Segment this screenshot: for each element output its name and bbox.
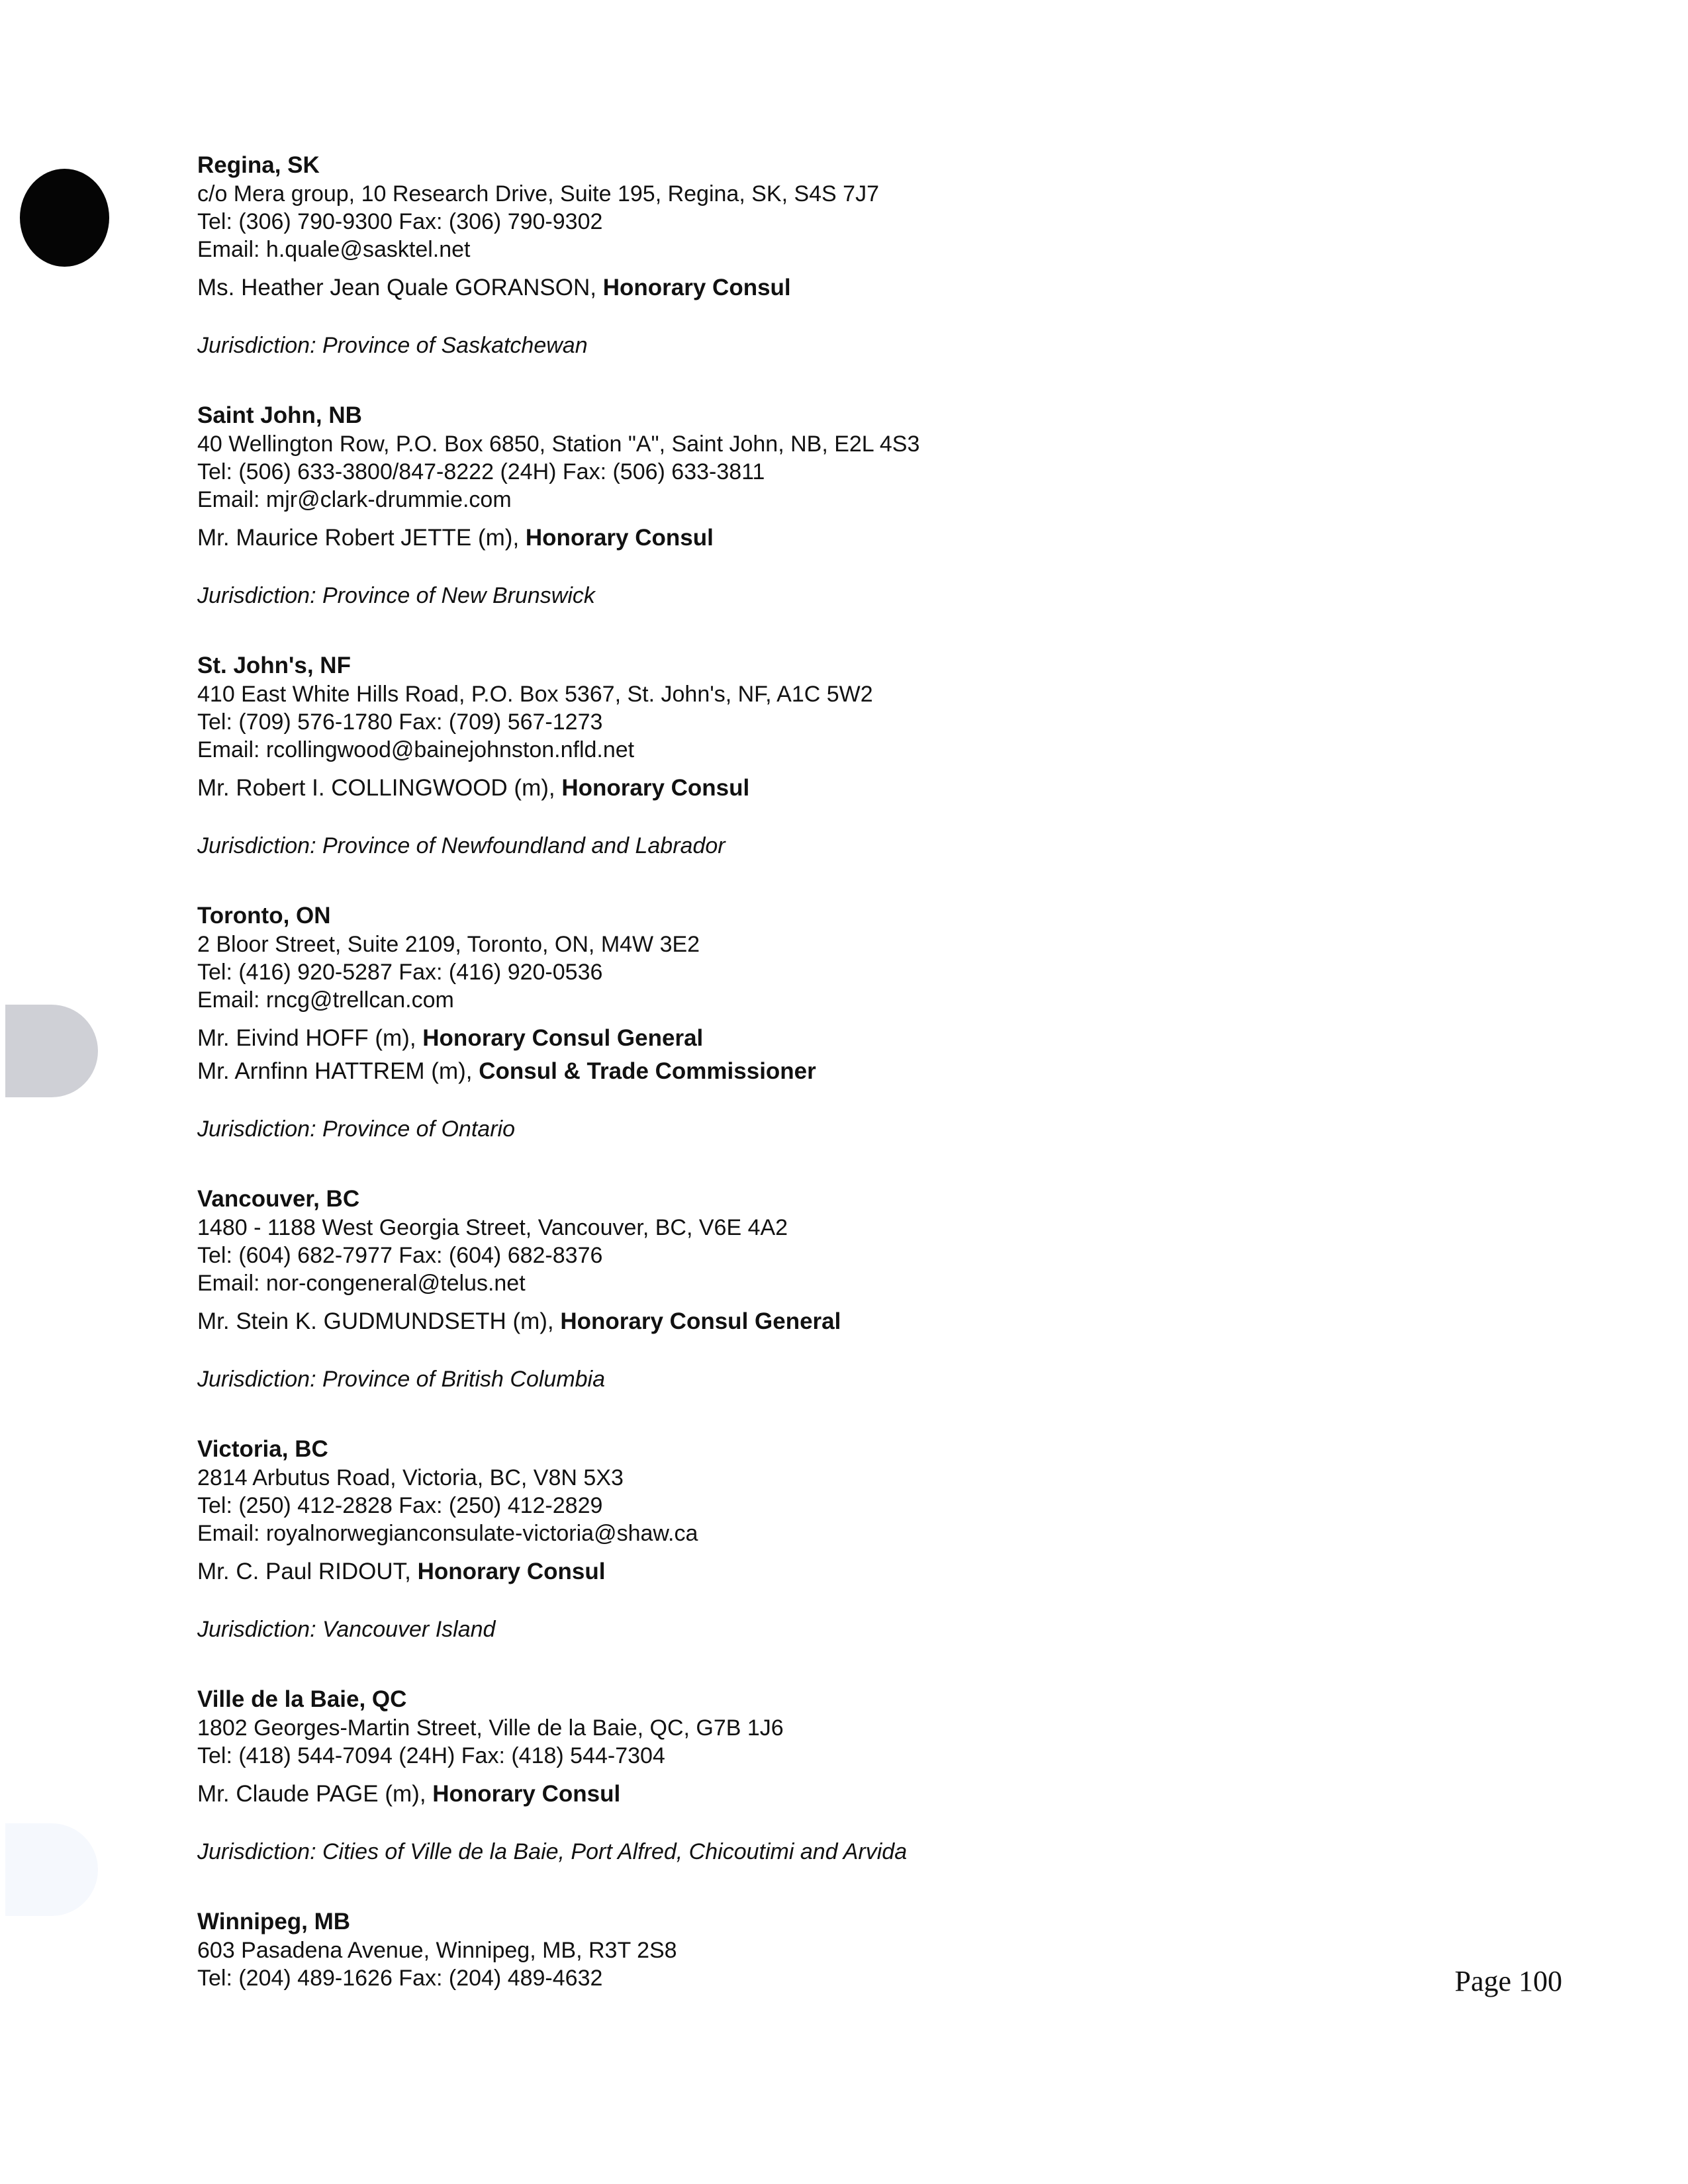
phone-fax: Tel: (204) 489-1626 Fax: (204) 489-4632 [197,1966,603,1991]
consul-name: Mr. C. Paul RIDOUT, [197,1559,418,1584]
consul-name: Mr. Robert I. COLLINGWOOD (m), [197,775,562,801]
address: 2814 Arbutus Road, Victoria, BC, V8N 5X3 [197,1465,624,1490]
jurisdiction: Jurisdiction: Province of Saskatchewan [197,333,588,358]
consul-line [197,1022,1455,1055]
jurisdiction: Jurisdiction: Cities of Ville de la Baie, Port Alfred, Chicoutimi and Arvida [197,1839,908,1864]
consul-list [197,1022,1455,1088]
email: Email: mjr@clark-drummie.com [197,487,512,512]
city-heading: Toronto, ON [197,903,331,929]
address: 603 Pasadena Avenue, Winnipeg, MB, R3T 2S8 [197,1938,677,1963]
email: Email: royalnorwegianconsulate-victoria@shaw.ca [197,1521,698,1546]
phone-fax: Tel: (506) 633-3800/847-8222 (24H) Fax: (506) 633-3811 [197,459,765,484]
jurisdiction: Jurisdiction: Province of British Columbia [197,1367,606,1392]
address: 410 East White Hills Road, P.O. Box 5367, St. John's, NF, A1C 5W2 [197,682,873,707]
city-heading: Victoria, BC [197,1436,328,1462]
consul-title: Honorary Consul General [422,1025,704,1051]
phone-fax: Tel: (306) 790-9300 Fax: (306) 790-9302 [197,209,603,234]
consul-title: Honorary Consul [602,275,791,300]
city-heading: Saint John, NB [197,402,362,428]
jurisdiction: Jurisdiction: Province of New Brunswick [197,583,595,608]
entry-winnipeg [197,1907,1455,1992]
consul-line [197,1055,1455,1088]
phone-fax: Tel: (418) 544-7094 (24H) Fax: (418) 544-7304 [197,1743,665,1768]
consul-name: Mr. Maurice Robert JETTE (m), [197,525,526,551]
address: 2 Bloor Street, Suite 2109, Toronto, ON, M4W 3E2 [197,932,700,957]
consul-line [197,1778,1455,1811]
consul-title: Honorary Consul [561,775,750,801]
address: 1802 Georges-Martin Street, Ville de la Baie, QC, G7B 1J6 [197,1715,784,1741]
consul-title: Honorary Consul [432,1781,621,1807]
binder-tab-mark [5,1005,98,1097]
entry-regina [197,151,1455,360]
entry-toronto [197,901,1455,1144]
email: Email: rcollingwood@bainejohnston.nfld.net [197,737,635,762]
consul-name: Mr. Arnfinn HATTREM (m), [197,1058,479,1084]
email: Email: h.quale@sasktel.net [197,237,471,262]
entry-saint-john [197,401,1455,610]
consul-name: Ms. Heather Jean Quale GORANSON, [197,275,603,300]
email: Email: nor-congeneral@telus.net [197,1271,526,1296]
address: 1480 - 1188 West Georgia Street, Vancouver, BC, V6E 4A2 [197,1215,788,1240]
binder-tab-mark-faint [5,1823,98,1916]
jurisdiction: Jurisdiction: Vancouver Island [197,1617,496,1642]
consul-title: Consul & Trade Commissioner [479,1058,816,1084]
city-heading: Ville de la Baie, QC [197,1686,407,1712]
consul-name: Mr. Stein K. GUDMUNDSETH (m), [197,1308,561,1334]
punch-hole-mark [20,169,109,267]
consul-line [197,271,1455,304]
phone-fax: Tel: (416) 920-5287 Fax: (416) 920-0536 [197,960,603,985]
consul-name: Mr. Eivind HOFF (m), [197,1025,423,1051]
consul-line [197,772,1455,805]
consul-title: Honorary Consul [417,1559,606,1584]
address: c/o Mera group, 10 Research Drive, Suite 195, Regina, SK, S4S 7J7 [197,181,879,206]
consul-line [197,1555,1455,1588]
city-heading: Winnipeg, MB [197,1909,351,1934]
phone-fax: Tel: (250) 412-2828 Fax: (250) 412-2829 [197,1493,603,1518]
consul-title: Honorary Consul [525,525,714,551]
entry-victoria [197,1435,1455,1644]
email: Email: rncg@trellcan.com [197,987,454,1013]
city-heading: Vancouver, BC [197,1186,360,1212]
entry-vancouver [197,1185,1455,1394]
consul-line [197,1305,1455,1338]
phone-fax: Tel: (604) 682-7977 Fax: (604) 682-8376 [197,1243,603,1268]
city-heading: Regina, SK [197,152,320,178]
page-number: Page 100 [1454,1965,1562,1997]
jurisdiction: Jurisdiction: Province of Newfoundland and Labrador [197,833,726,858]
consul-name: Mr. Claude PAGE (m), [197,1781,433,1807]
address: 40 Wellington Row, P.O. Box 6850, Station "A", Saint John, NB, E2L 4S3 [197,432,920,457]
consulate-list [197,151,1455,2033]
consul-line [197,522,1455,555]
entry-ville-de-la-baie [197,1685,1455,1866]
jurisdiction: Jurisdiction: Province of Ontario [197,1116,515,1142]
entry-st-johns [197,651,1455,860]
phone-fax: Tel: (709) 576-1780 Fax: (709) 567-1273 [197,709,603,735]
consul-title: Honorary Consul General [560,1308,841,1334]
city-heading: St. John's, NF [197,653,351,678]
